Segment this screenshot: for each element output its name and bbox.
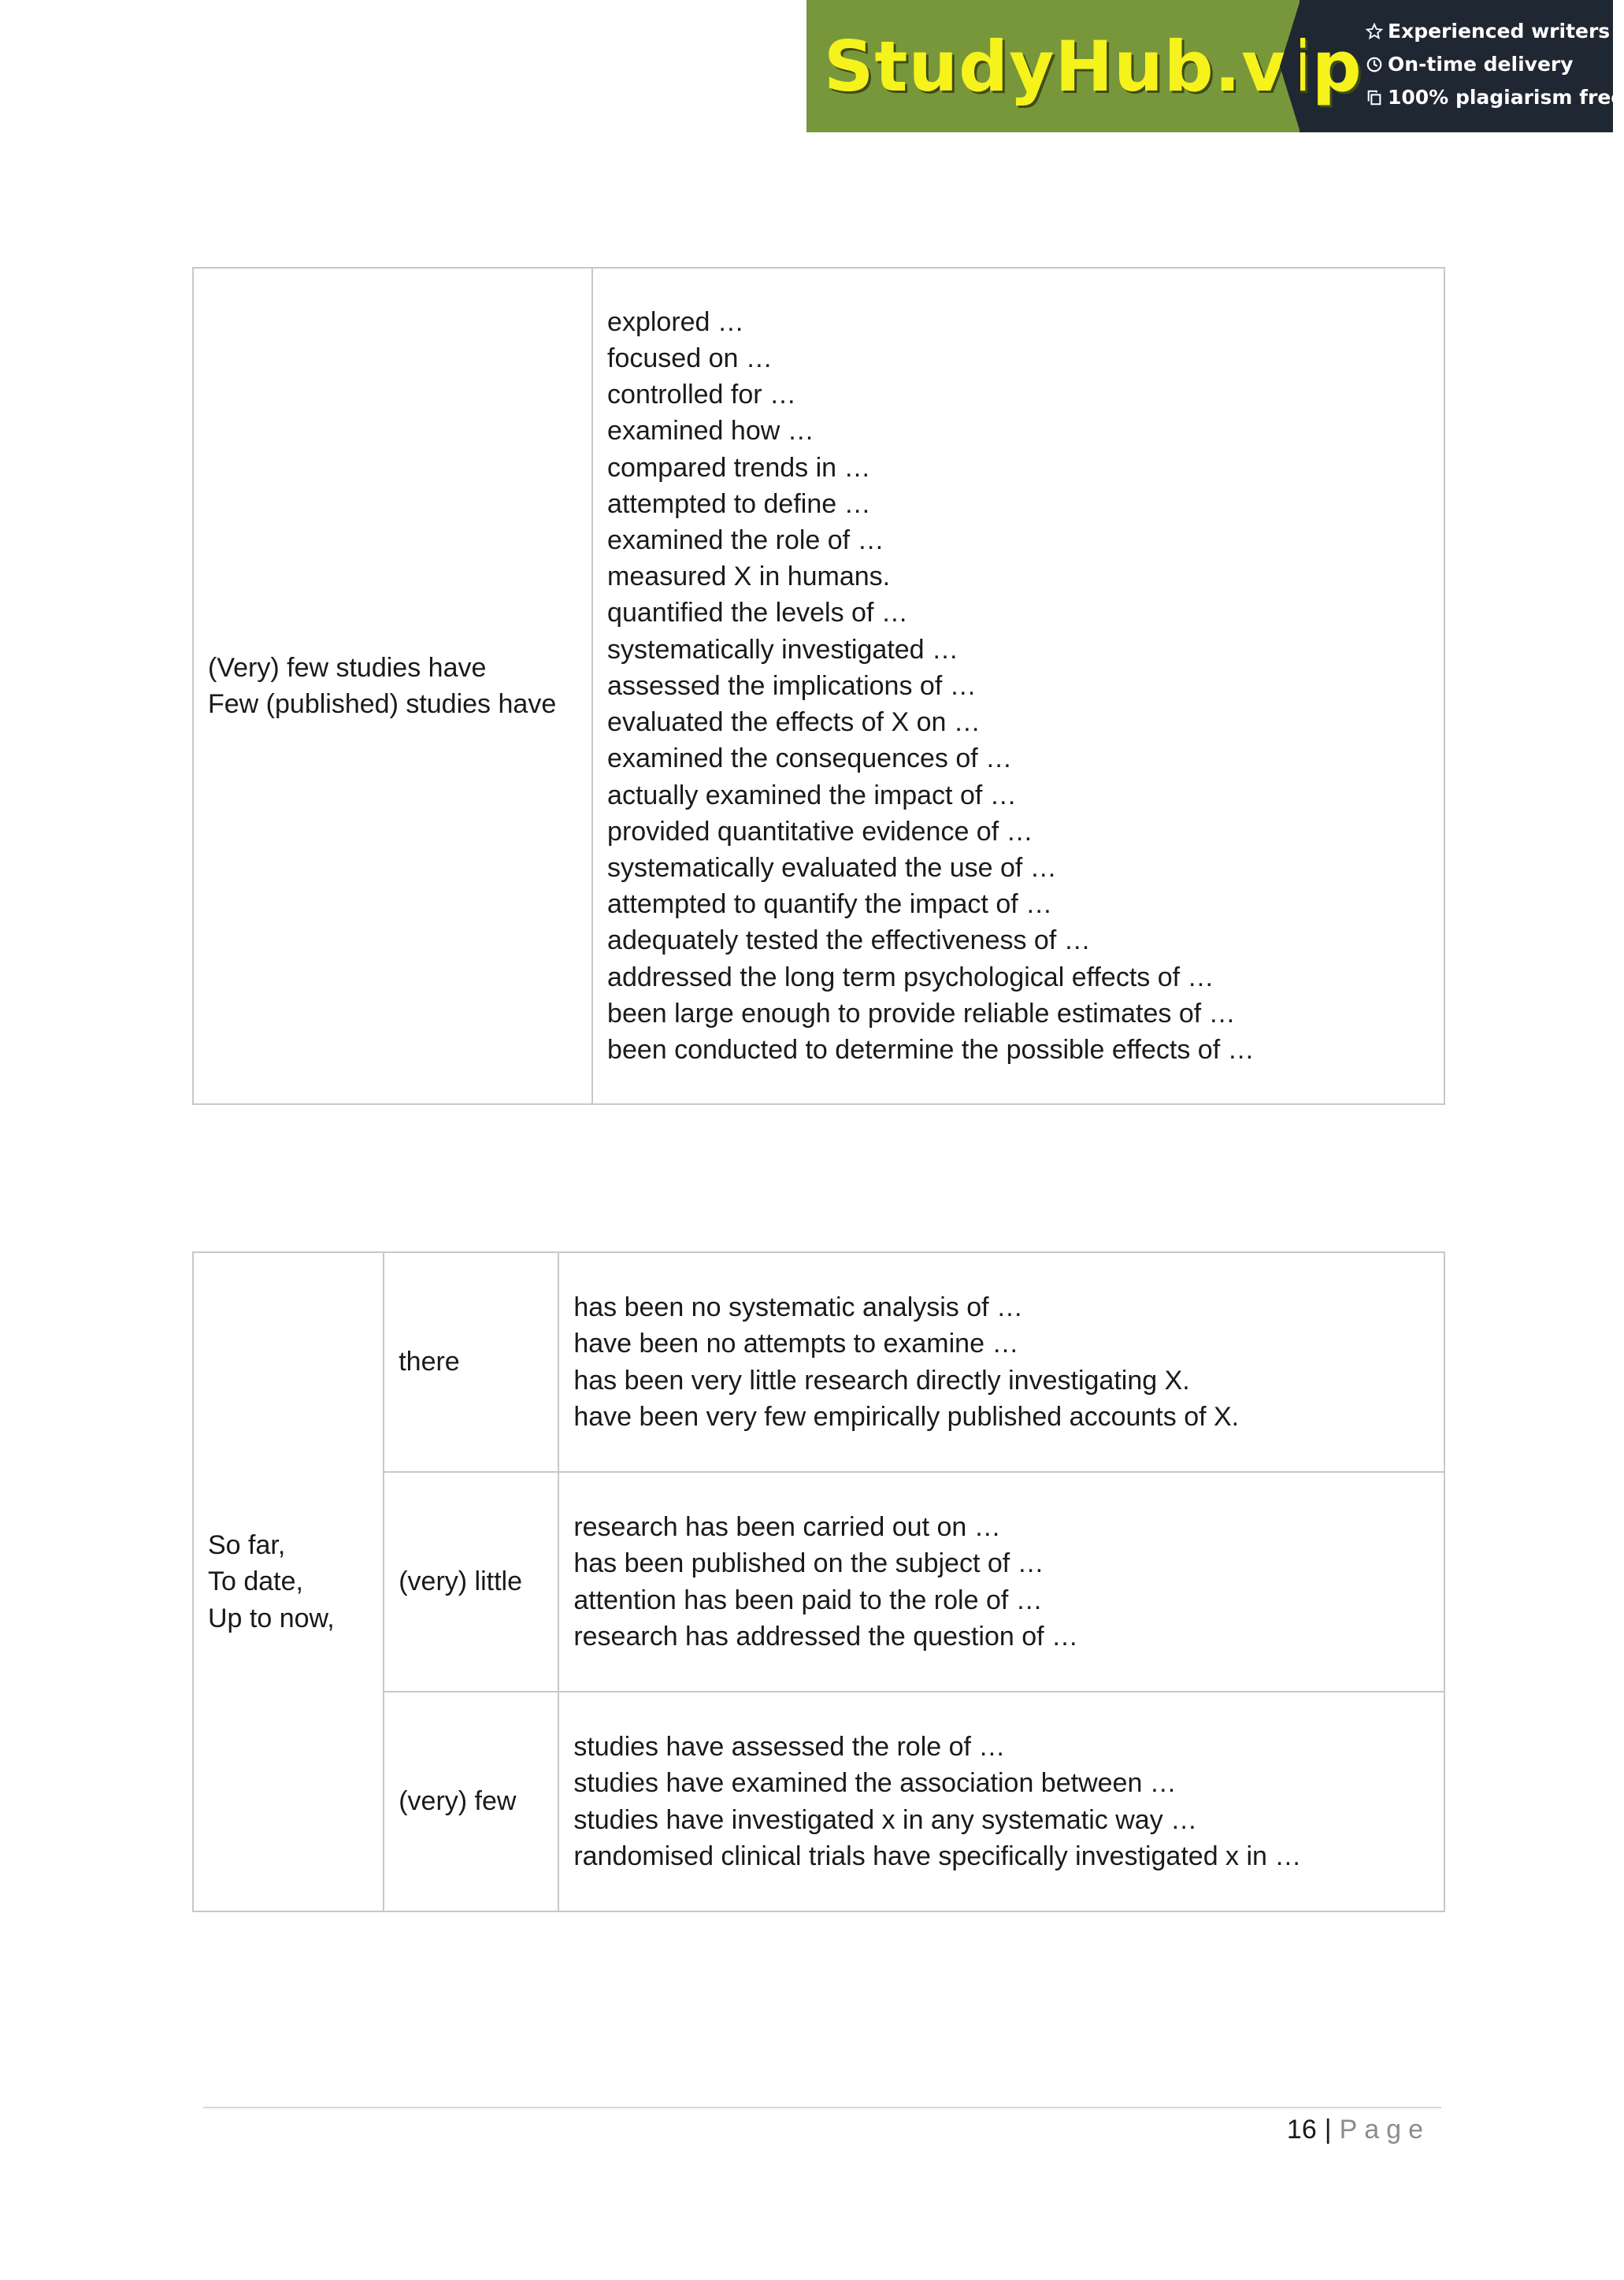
phrase-line: been conducted to determine the possible effects of … [607,1034,1255,1065]
phrase-cell [592,268,1444,1104]
phrase-line: attention has been paid to the role of … [573,1585,1043,1615]
brand-name: StudyHub.vip [824,25,1363,107]
page-separator: | [1324,2115,1332,2145]
phrase-line: systematically evaluated the use of … [607,852,1057,883]
quantifier-label: there [399,1347,460,1377]
feature-item [1366,19,1613,44]
phrase-list [607,304,1444,1068]
phrase-line: actually examined the impact of … [607,780,1017,810]
lead-cell [193,1252,384,1911]
phrase-line: examined the consequences of … [607,743,1013,774]
phrase-line: examined the role of … [607,525,884,556]
page-footer [1287,2115,1430,2145]
phrase-line: examined how … [607,416,814,447]
footer-divider [203,2107,1441,2108]
phrase-line: has been very little research directly investigating X. [573,1365,1190,1396]
table-row [193,1252,1444,1472]
phrase-list [573,1509,1444,1655]
phrase-line: studies have examined the association between … [573,1768,1177,1798]
quantifier-label: (very) few [399,1786,517,1816]
phrase-line: attempted to define … [607,488,871,519]
phrase-line: have been no attempts to examine … [573,1329,1019,1359]
phrase-line: studies have assessed the role of … [573,1731,1006,1762]
phrase-line: research has been carried out on … [573,1511,1001,1542]
phrase-line: measured X in humans. [607,562,891,592]
feature-item [1366,52,1613,77]
phrase-line: provided quantitative evidence of … [607,816,1033,847]
phrase-table-few-studies [192,267,1445,1105]
lead-line: To date, [208,1566,303,1597]
lead-line: So far, [208,1529,286,1560]
phrase-cell [558,1472,1444,1692]
brand-logo [806,0,1363,132]
phrase-line: attempted to quantify the impact of … [607,889,1053,920]
phrase-line: compared trends in … [607,452,871,483]
feature-text: Experienced writers [1388,20,1611,43]
phrase-line: randomised clinical trials have specifically investigated x in … [573,1841,1302,1871]
phrase-list [573,1289,1444,1436]
subject-line: Few (published) studies have [208,689,557,719]
page-label: Page [1339,2115,1430,2145]
phrase-line: has been published on the subject of … [573,1548,1044,1578]
phrase-cell [558,1692,1444,1911]
phrase-cell [558,1252,1444,1472]
studyhub-banner[interactable] [806,0,1624,132]
quantifier-cell [384,1252,558,1472]
quantifier-cell [384,1472,558,1692]
feature-text: On-time delivery [1388,53,1574,76]
phrase-line: quantified the levels of … [607,598,908,628]
phrase-list [573,1729,1444,1875]
phrase-line: been large enough to provide reliable estimates of … [607,998,1236,1029]
subject-line: (Very) few studies have [208,652,487,683]
quantifier-label: (very) little [399,1566,523,1596]
feature-item [1366,85,1624,110]
phrase-line: systematically investigated … [607,634,958,665]
lead-lines [208,1527,383,1637]
subject-cell [193,268,592,1104]
phrase-table-so-far [192,1251,1445,1912]
phrase-line: explored … [607,306,744,337]
phrase-line: has been no systematic analysis of … [573,1292,1024,1322]
copy-icon [1366,89,1383,106]
quantifier-cell [384,1692,558,1911]
subject-lines [208,650,591,722]
phrase-line: controlled for … [607,380,797,410]
star-icon [1366,23,1383,40]
phrase-line: studies have investigated x in any systematic way … [573,1804,1198,1835]
lead-line: Up to now, [208,1603,335,1633]
phrase-line: evaluated the effects of X on … [607,707,981,738]
phrase-line: research has addressed the question of … [573,1622,1079,1652]
phrase-line: focused on … [607,343,773,374]
phrase-line: assessed the implications of … [607,670,977,701]
phrase-line: addressed the long term psychological effects of … [607,962,1214,992]
table-row [193,268,1444,1104]
clock-icon [1366,56,1383,73]
page-number: 16 [1286,2115,1317,2145]
phrase-line: adequately tested the effectiveness of … [607,925,1091,956]
feature-text: 100% plagiarism free [1388,86,1624,109]
phrase-line: have been very few empirically published accounts of X. [573,1402,1240,1432]
